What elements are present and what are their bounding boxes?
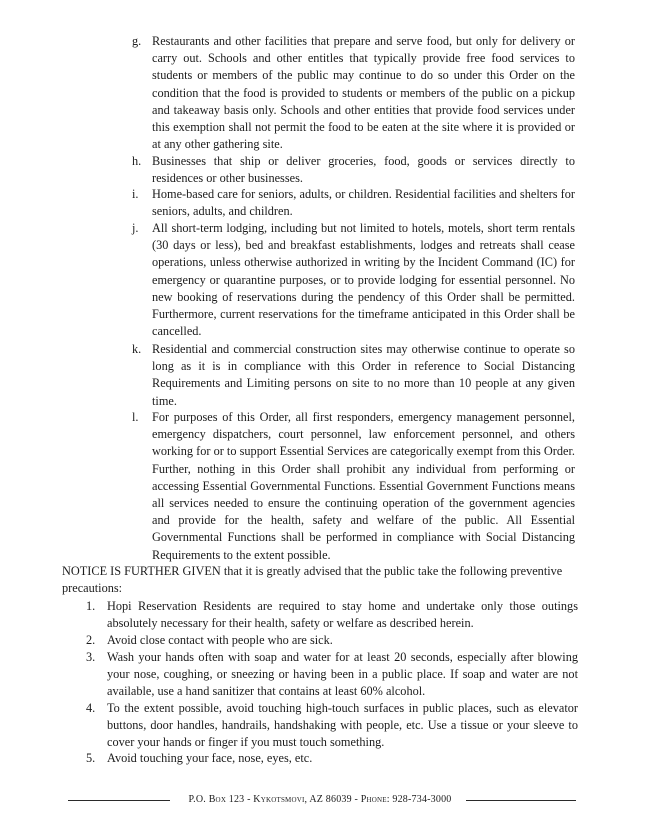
footer-address: P.O. Box 123 - Kykotsmovi, AZ 86039 - Phone: 928-734-3000 xyxy=(188,794,452,805)
list-item-text: Residential and commercial construction sites may otherwise continue to operate so long as it is in compliance with this Order in reference to Social Distancing Requirements and Limiting persons on site to no more than 10 people at any given time. xyxy=(152,342,575,408)
precaution-item-2 xyxy=(86,632,578,649)
precaution-item-4 xyxy=(86,700,578,752)
list-item-l xyxy=(133,409,575,564)
list-marker: k. xyxy=(132,342,142,356)
list-item-text: Businesses that ship or deliver groceries, food, goods or services directly to residences or other businesses. xyxy=(152,154,575,186)
list-item-h xyxy=(133,153,575,187)
precaution-item-5 xyxy=(86,750,578,767)
list-item-text: All short-term lodging, including but not limited to hotels, motels, short term rentals (30 days or less), bed and breakfast establishments, lodges and retreats shall cease operations, unless otherwise authorized in writing by the Incident Command (IC) for emergency or quarantine purposes, or to provide lodging for essential personnel. No new booking of reservations during the pendency of this Order shall be permitted. Furthermore, current reservations for the timeframe anticipated in this Order shall be cancelled. xyxy=(152,221,575,339)
list-marker: 2. xyxy=(86,633,96,647)
precaution-item-3 xyxy=(86,649,578,701)
list-item-text: To the extent possible, avoid touching high-touch surfaces in public places, such as elevator buttons, door handles, handrails, handshaking with people, etc. Use a tissue or your sleeve to cover your hands or finger if you must touch something. xyxy=(107,701,578,750)
list-marker: 4. xyxy=(86,701,96,715)
footer-rule-left xyxy=(68,800,170,801)
list-marker: 5. xyxy=(86,751,96,765)
list-item-text: Restaurants and other facilities that prepare and serve food, but only for delivery or carry out. Schools and other entitles that typically provide free food services to students or members of the public may continue to do so under this Order on the condition that the food is provided to students or members of the public on a pickup and takeaway basis only. Schools and other entities that provide food services under this exemption shall not permit the food to be eaten at the site where it is provided or at any other gathering site. xyxy=(152,34,575,152)
list-item-text: Avoid touching your face, nose, eyes, etc. xyxy=(107,751,313,765)
list-marker: l. xyxy=(132,410,139,424)
page-footer xyxy=(68,792,576,808)
list-item-g xyxy=(133,33,575,153)
list-marker: 1. xyxy=(86,599,96,613)
list-item-i xyxy=(133,186,575,220)
list-item-text: For purposes of this Order, all first responders, emergency management personnel, emergency dispatchers, court personnel, law enforcement personnel, and others working for or to support Essential Services are categorically exempt from this Order. Further, nothing in this Order shall prohibit any individual from performing or accessing Essential Governmental Functions. Essential Government Functions means all services needed to ensure the continuing operation of the government agencies and provide for the health, safety and welfare of the public. All Essential Governmental Functions shall be performed in compliance with Social Distancing Requirements to the extent possible. xyxy=(152,410,575,562)
list-item-text: Wash your hands often with soap and water for at least 20 seconds, especially after blowing your nose, coughing, or sneezing or having been in a public place. If soap and water are not available, use a hand sanitizer that contains at least 60% alcohol. xyxy=(107,650,578,699)
list-item-text: Avoid close contact with people who are sick. xyxy=(107,633,333,647)
list-marker: 3. xyxy=(86,650,96,664)
precaution-item-1 xyxy=(86,598,578,632)
list-marker: i. xyxy=(132,187,139,201)
list-item-text: Home-based care for seniors, adults, or children. Residential facilities and shelters for seniors, adults, and children. xyxy=(152,187,575,219)
list-item-j xyxy=(133,220,575,340)
notice-paragraph: NOTICE IS FURTHER GIVEN that it is greatly advised that the public take the following preventive precautions: xyxy=(62,564,563,596)
list-marker: j. xyxy=(132,221,139,235)
list-marker: h. xyxy=(132,154,142,168)
list-item-text: Hopi Reservation Residents are required to stay home and undertake only those outings absolutely necessary for their health, safety or welfare as described herein. xyxy=(107,599,578,631)
footer-rule-right xyxy=(466,800,576,801)
list-marker: g. xyxy=(132,34,142,48)
list-item-k xyxy=(133,341,575,410)
